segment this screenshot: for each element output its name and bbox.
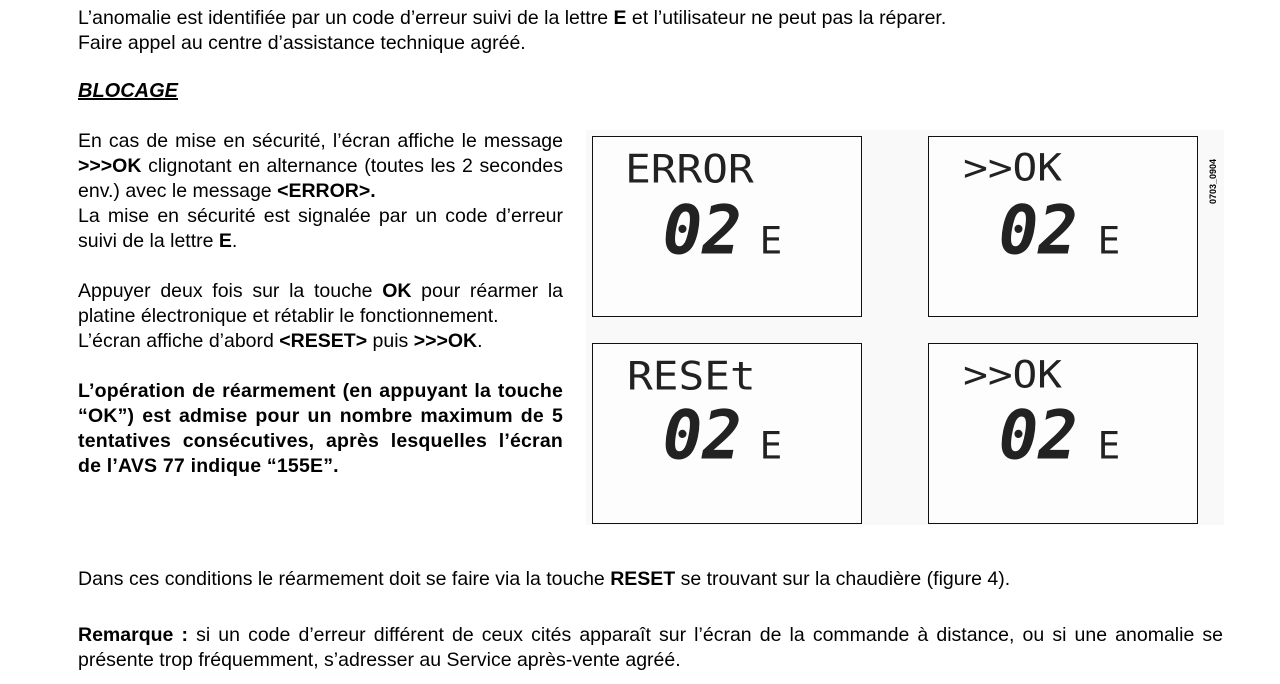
figure-reference xyxy=(1207,142,1219,204)
paragraph-remark: Remarque : si un code d’erreur différent de ceux cités apparaît sur l’écran de la commande à distance, ou si une anomalie se présente trop fréquemment, s’adresser au Service après-vente agréé. xyxy=(78,624,1224,671)
lcd-display-error xyxy=(592,136,862,317)
paragraph-reset-instruction: Appuyer deux fois sur la touche OK pour réarmer la platine électronique et rétablir le fonctionnement. xyxy=(78,280,563,327)
lcd-top-text: >>OK xyxy=(963,145,1063,190)
lcd-code: 02 xyxy=(662,191,742,270)
paragraph-error-code: La mise en sécurité est signalée par un code d’erreur suivi de la lettre E. xyxy=(78,205,563,252)
figure-reference-text: 0703_0904 xyxy=(1208,158,1218,204)
lcd-top-text: ERROR xyxy=(625,146,754,193)
lcd-display-ok-2 xyxy=(928,343,1198,524)
remark-label: Remarque : xyxy=(78,624,188,646)
lcd-display-reset xyxy=(592,343,862,524)
paragraph-reset-display: L’écran affiche d’abord <RESET> puis >>>OK. xyxy=(78,330,483,352)
lcd-suffix: E xyxy=(759,218,783,263)
lcd-display-ok-1 xyxy=(928,136,1198,317)
lcd-suffix: E xyxy=(759,423,783,468)
intro-line-2: Faire appel au centre d’assistance technique agréé. xyxy=(78,32,526,54)
lcd-suffix: E xyxy=(1097,218,1121,263)
intro-text xyxy=(78,6,1238,56)
lcd-code: 02 xyxy=(662,396,742,475)
section-body xyxy=(78,129,563,479)
paragraph-safety-message: En cas de mise en sécurité, l’écran affiche le message >>>OK clignotant en alternance (toutes les 2 secondes env.) avec le message <ERROR>. xyxy=(78,130,563,202)
intro-line-1: L’anomalie est identifiée par un code d’erreur suivi de la lettre E et l’utilisateur ne peut pas la réparer. xyxy=(78,7,947,29)
lcd-suffix: E xyxy=(1097,423,1121,468)
paragraph-reset-button: Dans ces conditions le réarmement doit se faire via la touche RESET se trouvant sur la chaudière (figure 4). xyxy=(78,568,1011,590)
lcd-top-text: >>OK xyxy=(963,352,1063,397)
paragraph-reset-limit: L’opération de réarmement (en appuyant la touche “OK”) est admise pour un nombre maximum de 5 tentatives consécutives, après lesquelles l’écran de l’AVS 77 indique “155E”. xyxy=(78,380,563,477)
section-title: BLOCAGE xyxy=(78,80,178,102)
lcd-code: 02 xyxy=(998,191,1078,270)
lcd-top-text: RESEt xyxy=(627,353,756,400)
lcd-code: 02 xyxy=(998,396,1078,475)
